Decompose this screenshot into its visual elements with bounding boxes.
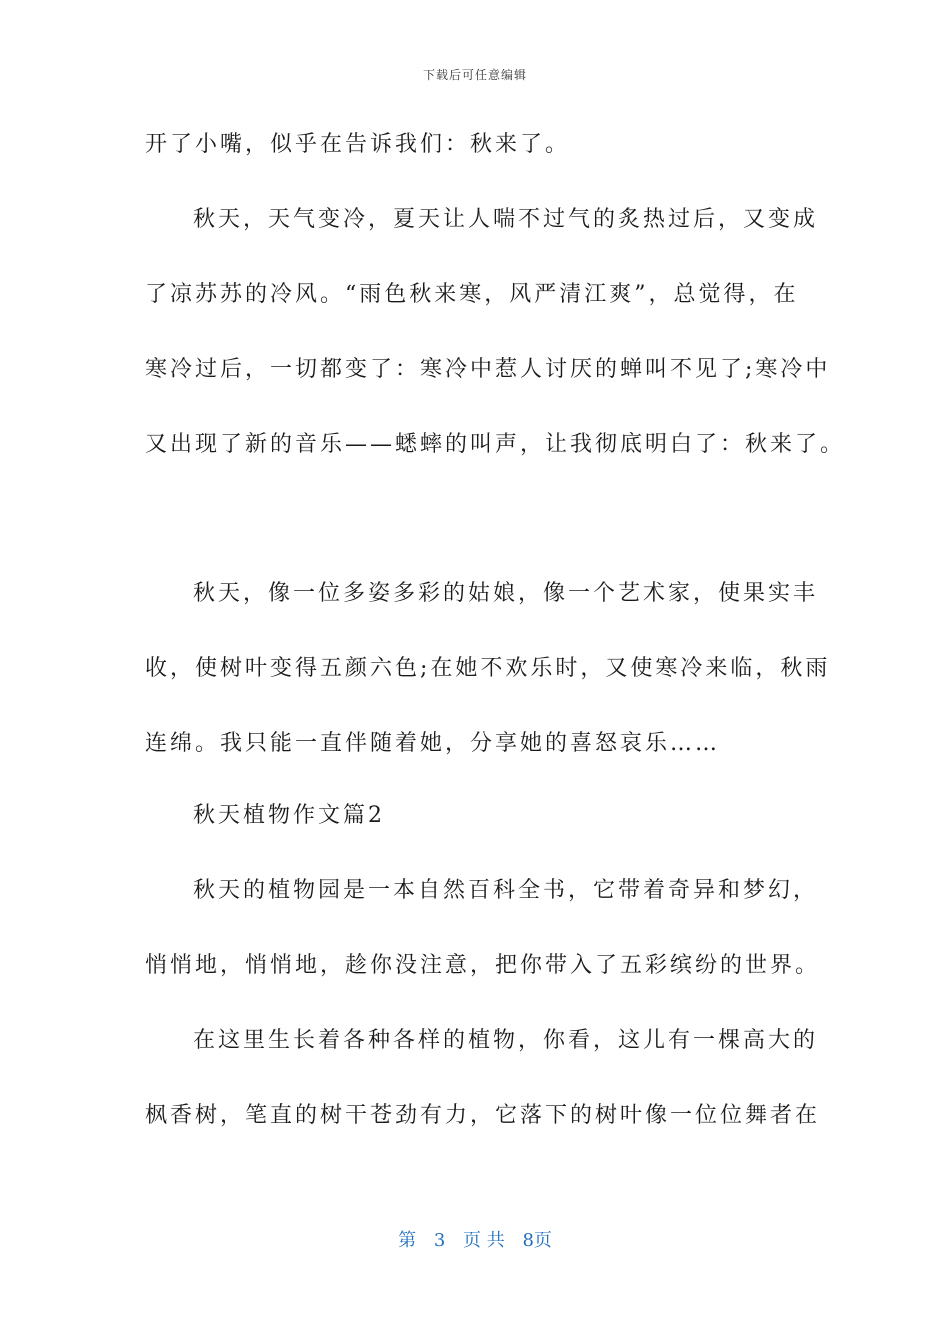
text-line: 秋天，天气变冷，夏天让人喘不过气的炙热过后，又变成 <box>193 207 819 232</box>
text-line: 枫香树，笔直的树干苍劲有力，它落下的树叶像一位位舞者在 <box>145 1103 821 1128</box>
text-line: 在这里生长着各种各样的植物，你看，这儿有一棵高大的 <box>193 1028 819 1053</box>
footer-total-pages: 8页 <box>522 1230 552 1251</box>
text-line: 了凉苏苏的冷风。“雨色秋来寒，风严清江爽”，总觉得，在 <box>145 282 799 307</box>
text-line: 寒冷过后，一切都变了：寒冷中惹人讨厌的蝉叫不见了;寒冷中 <box>145 357 831 382</box>
page-footer <box>0 1226 950 1252</box>
text-line: 悄悄地，悄悄地，趁你没注意，把你带入了五彩缤纷的世界。 <box>145 953 821 978</box>
text-line: 收，使树叶变得五颜六色;在她不欢乐时，又使寒冷来临，秋雨 <box>145 656 831 681</box>
footer-prefix: 第 <box>398 1230 417 1251</box>
section-heading: 秋天植物作文篇2 <box>193 803 385 828</box>
footer-current-page: 3 <box>433 1230 446 1251</box>
text-line: 又出现了新的音乐——蟋蟀的叫声，让我彻底明白了：秋来了。 <box>145 432 846 457</box>
text-line: 秋天，像一位多姿多彩的姑娘，像一个艺术家，使果实丰 <box>193 581 819 606</box>
page-header: 下载后可任意编辑 <box>422 68 527 82</box>
text-line: 开了小嘴，似乎在告诉我们：秋来了。 <box>145 132 571 157</box>
text-line: 连绵。我只能一直伴随着她，分享她的喜怒哀乐…… <box>145 731 721 756</box>
footer-middle: 页 共 <box>463 1230 505 1251</box>
text-line: 秋天的植物园是一本自然百科全书，它带着奇异和梦幻， <box>193 878 819 903</box>
